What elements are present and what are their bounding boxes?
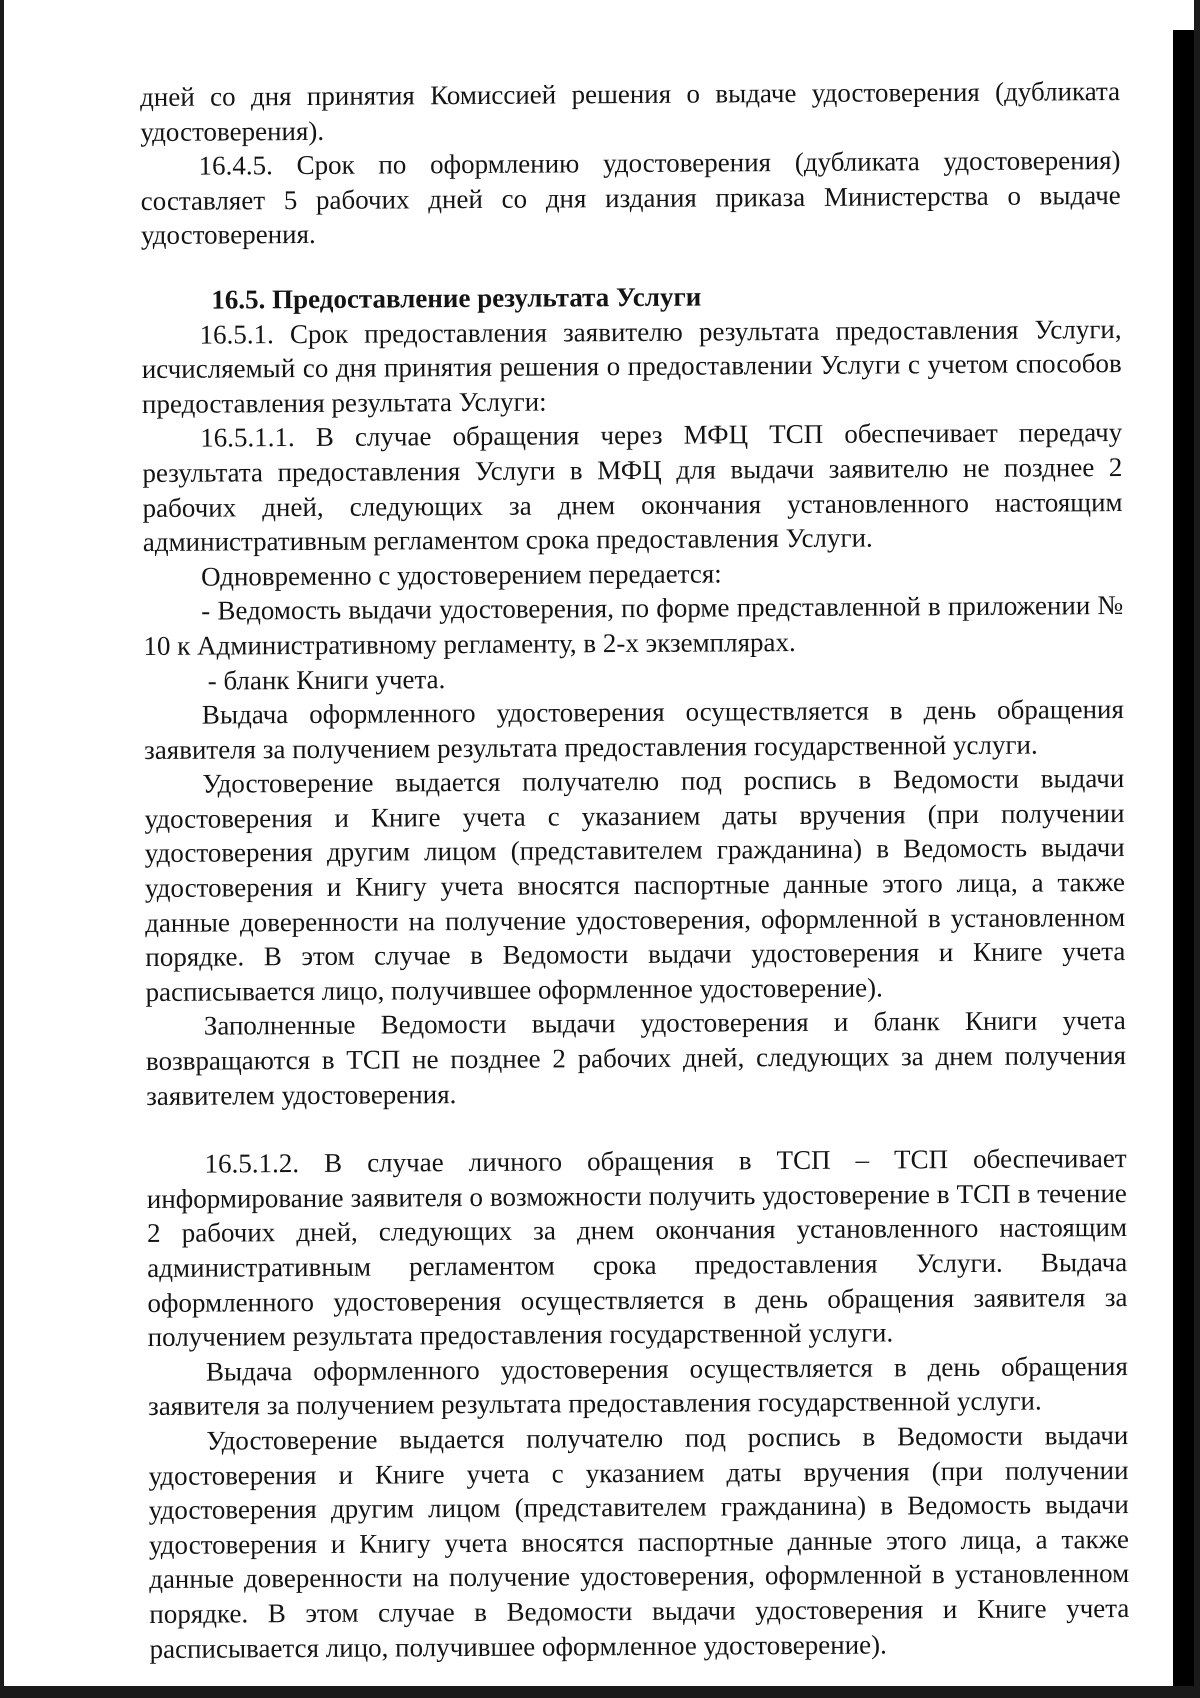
list-item-blank-knigi: - бланк Книги учета. [207, 663, 446, 696]
paragraph-return-tsp: Заполненные Ведомости выдачи удостоверения и бланк Книги учета возвращаются в ТСП не позднее 2 рабочих дней, следующих за днем получения заявителем удостоверения. [145, 1005, 1127, 1111]
paragraph-16-5-1: 16.5.1. Срок предоставления заявителю результата предоставления Услуги, исчисляемый со дня принятия решения о предоставлении Услуги с учетом способов предоставления результата Услуги: [141, 313, 1122, 419]
paragraph-issue-day-2: Выдача оформленного удостоверения осуществляется в день обращения заявителя за получением результата предоставления государственной услуги. [148, 1350, 1128, 1422]
scan-right-shadow [1173, 30, 1195, 1698]
document-body [140, 74, 1130, 1666]
paragraph-issue-signature-2: Удостоверение выдается получателю под роспись в Ведомости выдачи удостоверения и Книге учета с указанием даты вручения (при получении удостоверения другим лицом (представителем гражданина) в Ведомость выдачи удостоверения и Книгу учета вносятся паспортные данные этого лица, а также данные доверенности на получение удостоверения, оформленной в установленном порядке. В этом случае в Ведомости выдачи удостоверения и Книге учета расписывается лицо, получившее оформленное удостоверение). [148, 1419, 1130, 1664]
list-item-vedomost: - Ведомость выдачи удостоверения, по форме представленной в приложении № 10 к Административному регламенту, в 2-х экземплярах. [143, 590, 1124, 661]
paragraph-issue-day: Выдача оформленного удостоверения осуществляется в день обращения заявителя за получением результата предоставления государственной услуги. [143, 694, 1124, 765]
paragraph-simultaneously: Одновременно с удостоверением передается: [200, 558, 722, 592]
scan-right-border [1194, 0, 1200, 1698]
section-heading-16-5: 16.5. Предоставление результата Услуги [211, 281, 702, 315]
paragraph-continuation: дней со дня принятия Комиссией решения о выдаче удостоверения (дубликата удостоверения). [140, 76, 1121, 147]
paragraph-16-4-5: 16.4.5. Срок по оформлению удостоверения (дубликата удостоверения) составляет 5 рабочих дней со дня издания приказа Министерства о выдаче удостоверения. [140, 145, 1121, 251]
scan-left-border [0, 0, 4, 1698]
scan-bottom-border [0, 1686, 1200, 1698]
paragraph-issue-signature: Удостоверение выдается получателю под роспись в Ведомости выдачи удостоверения и Книге учета с указанием даты вручения (при получении удостоверения другим лицом (представителем гражданина) в Ведомость выдачи удостоверения и Книгу учета вносятся паспортные данные этого лица, а также данные доверенности на получение удостоверения, оформленной в установленном порядке. В этом случае в Ведомости выдачи удостоверения и Книге учета расписывается лицо, получившее оформленное удостоверение). [144, 763, 1126, 1007]
paragraph-16-5-1-2: 16.5.1.2. В случае личного обращения в ТСП – ТСП обеспечивает информирование заявителя о возможности получить удостоверение в ТСП в течение 2 рабочих дней, следующих за днем окончания установленного настоящим административным регламентом срока предоставления Услуги. Выдача оформленного удостоверения осуществляется в день обращения заявителя за получением результата предоставления государственной услуги. [146, 1143, 1128, 1353]
paragraph-16-5-1-1: 16.5.1.1. В случае обращения через МФЦ ТСП обеспечивает передачу результата предоставления Услуги в МФЦ для выдачи заявителю не позднее 2 рабочих дней, следующих за днем окончания установленного настоящим административным регламентом срока предоставления Услуги. [142, 417, 1123, 558]
